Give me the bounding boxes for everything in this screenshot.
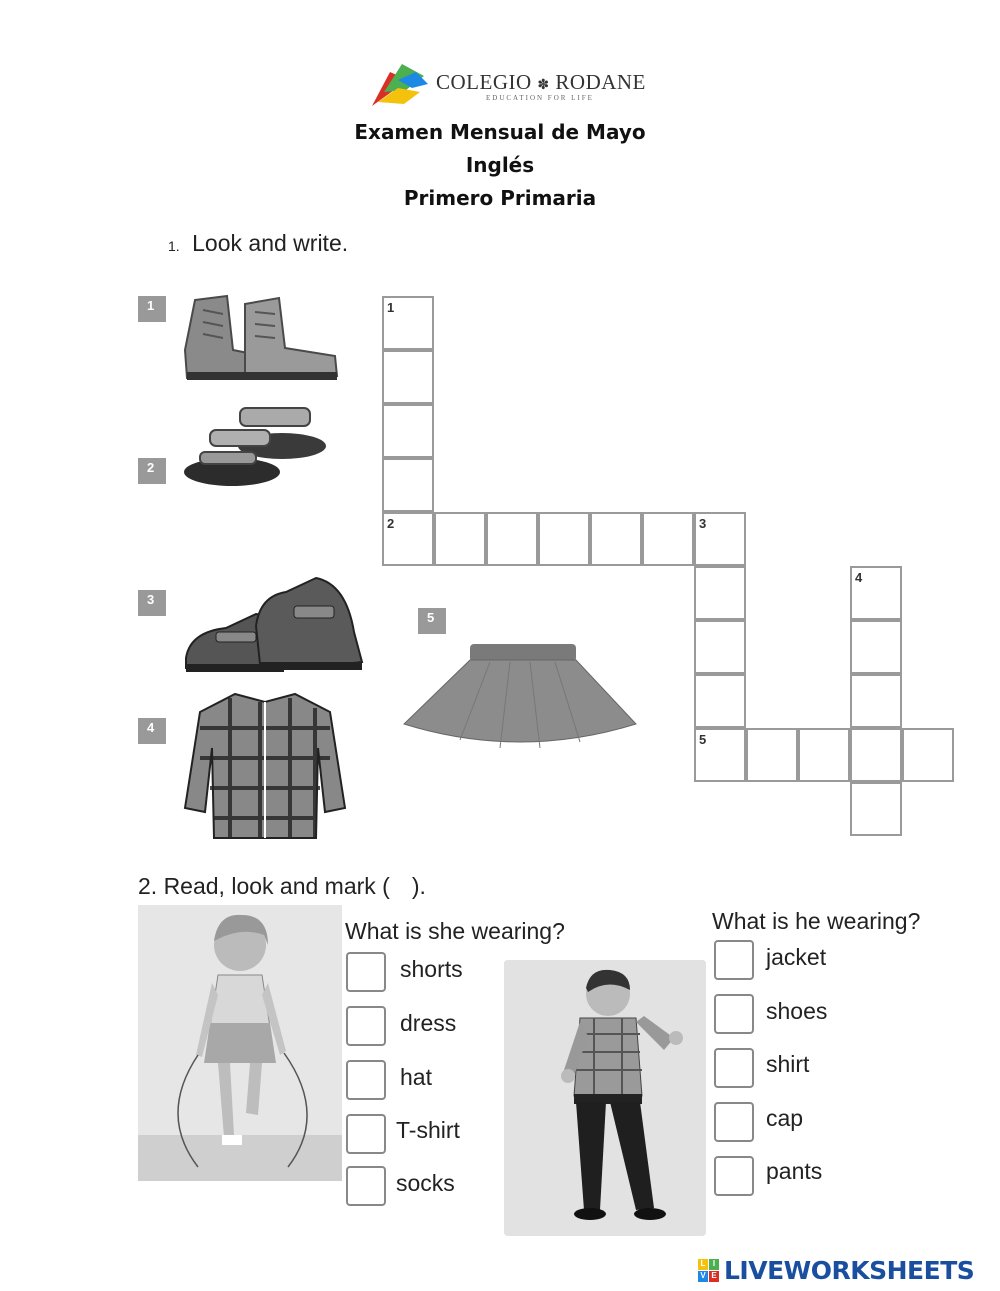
picture-label-5: 5 [418, 608, 446, 634]
crossword-cell[interactable] [642, 512, 694, 566]
checkbox-cap[interactable] [714, 1102, 754, 1142]
crossword-cell[interactable] [694, 674, 746, 728]
boy-photo [504, 960, 706, 1236]
clue-number-1: 1 [387, 300, 395, 315]
crossword-cell[interactable] [382, 404, 434, 458]
option-shorts: shorts [400, 956, 463, 982]
brand-letter-v: V [698, 1271, 708, 1282]
crossword-cell[interactable] [434, 512, 486, 566]
crossword-cell[interactable] [902, 728, 954, 782]
crossword-cell[interactable] [382, 296, 434, 350]
section1-text: Look and write. [192, 230, 349, 256]
section1-instruction [168, 230, 348, 257]
option-shoes: shoes [766, 998, 828, 1024]
section2-instruction-suffix: ). [411, 873, 426, 899]
checkbox-shorts[interactable] [346, 952, 386, 992]
shoes-image [176, 572, 366, 682]
boots-image [175, 290, 340, 390]
crossword-cell[interactable] [694, 566, 746, 620]
crossword-cell[interactable] [486, 512, 538, 566]
crossword-cell[interactable] [694, 512, 746, 566]
crossword-cell[interactable] [694, 620, 746, 674]
crossword-cell[interactable] [746, 728, 798, 782]
school-name-left: COLEGIO [436, 70, 532, 94]
checkbox-dress[interactable] [346, 1006, 386, 1046]
exam-grade: Primero Primaria [403, 186, 597, 210]
checkbox-shoes[interactable] [714, 994, 754, 1034]
option-jacket: jacket [766, 944, 827, 970]
section2-instruction [138, 873, 426, 900]
option-pants: pants [766, 1158, 823, 1184]
girl-photo [138, 905, 342, 1181]
brand-letter-l: L [698, 1259, 708, 1270]
boy-question: What is he wearing? [712, 908, 921, 934]
crossword-cell[interactable] [382, 458, 434, 512]
exam-subject: Inglés [465, 153, 535, 177]
girl-question: What is she wearing? [345, 918, 565, 944]
picture-label-1: 1 [138, 296, 166, 322]
school-tagline: EDUCATION FOR LIFE [486, 94, 594, 102]
exam-title: Examen Mensual de Mayo [354, 120, 646, 144]
girl-figure [138, 905, 342, 1181]
picture-label-2: 2 [138, 458, 166, 484]
plaid-shirt-image [180, 688, 350, 848]
checkbox-socks[interactable] [346, 1166, 386, 1206]
section1-number: 1. [168, 238, 180, 254]
crossword-cell[interactable] [850, 728, 902, 782]
option-hat: hat [400, 1064, 432, 1090]
checkbox-shirt[interactable] [714, 1048, 754, 1088]
school-logo-mark [368, 62, 430, 108]
crossword-cell[interactable] [590, 512, 642, 566]
option-cap: cap [766, 1105, 804, 1131]
crossword-cell[interactable] [538, 512, 590, 566]
logo-dot-icon: ✽ [537, 78, 550, 93]
clue-number-5: 5 [699, 732, 707, 747]
school-name-right: RODANE [555, 70, 646, 94]
clue-number-4: 4 [855, 570, 863, 585]
checkbox-jacket[interactable] [714, 940, 754, 980]
brand-letter-i: I [709, 1259, 719, 1270]
liveworksheets-icon [698, 1259, 720, 1283]
checkbox-pants[interactable] [714, 1156, 754, 1196]
picture-label-3: 3 [138, 590, 166, 616]
sandals-image [180, 394, 330, 494]
picture-label-4: 4 [138, 718, 166, 744]
crossword-cell[interactable] [850, 782, 902, 836]
option-socks: socks [396, 1170, 455, 1196]
school-logo [368, 62, 650, 110]
crossword-cell[interactable] [850, 566, 902, 620]
brand-letter-e: E [709, 1271, 719, 1282]
clue-number-2: 2 [387, 516, 395, 531]
liveworksheets-text: LIVEWORKSHEETS [724, 1256, 975, 1285]
checkbox-t-shirt[interactable] [346, 1114, 386, 1154]
crossword-cell[interactable] [382, 512, 434, 566]
crossword-cell[interactable] [798, 728, 850, 782]
clue-number-3: 3 [699, 516, 707, 531]
checkbox-hat[interactable] [346, 1060, 386, 1100]
option-shirt: shirt [766, 1051, 810, 1077]
boy-figure [504, 960, 706, 1236]
liveworksheets-logo [698, 1256, 994, 1286]
option-t-shirt: T-shirt [396, 1117, 460, 1143]
crossword-cell[interactable] [850, 620, 902, 674]
crossword-cell[interactable] [382, 350, 434, 404]
crossword-cell[interactable] [694, 728, 746, 782]
option-dress: dress [400, 1010, 457, 1036]
crossword-cell[interactable] [850, 674, 902, 728]
skirt-image [400, 640, 640, 760]
section2-instruction-prefix: 2. Read, look and mark ( [138, 873, 390, 899]
